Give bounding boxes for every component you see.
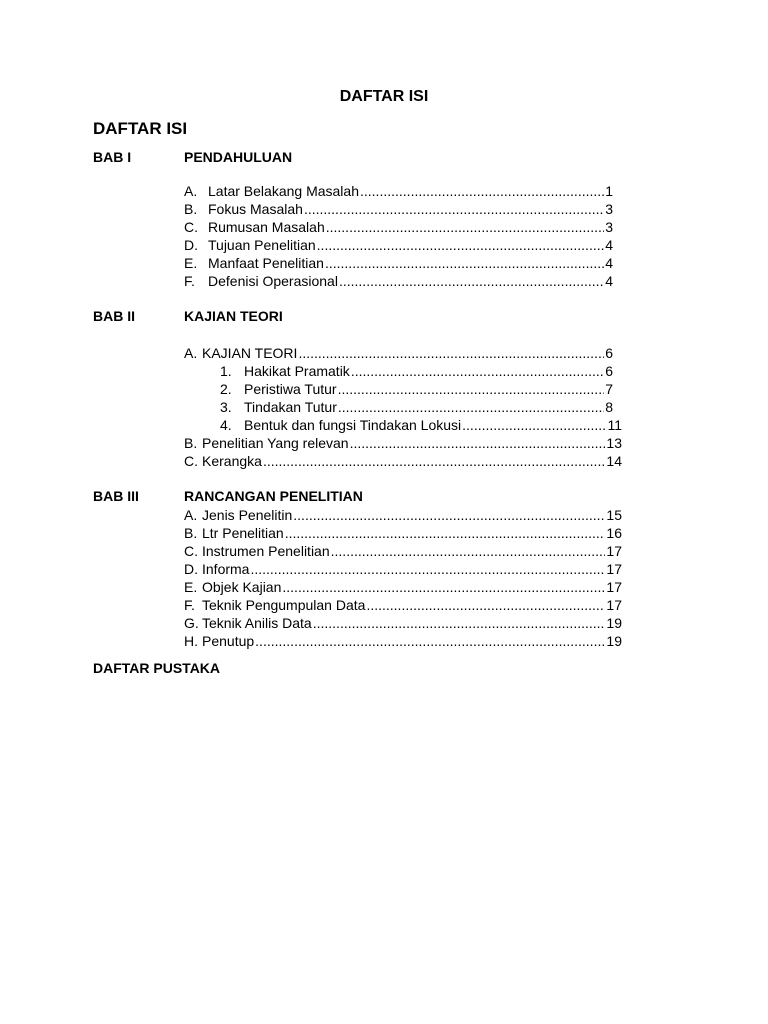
- entry-marker: E.: [184, 255, 198, 271]
- entry-page-number: 13: [606, 435, 622, 451]
- toc-entry: [184, 524, 622, 542]
- dot-leader: [338, 398, 604, 416]
- entry-page-number: 7: [605, 381, 613, 397]
- dot-leader: [325, 254, 604, 272]
- entry-text: Rumusan Masalah: [208, 219, 325, 235]
- entry-marker: B.: [184, 201, 198, 217]
- entry-page-number: 4: [605, 255, 613, 271]
- entry-text: Jenis Penelitin: [202, 507, 293, 523]
- dot-leader: [250, 560, 605, 578]
- entry-page-number: 4: [605, 273, 613, 289]
- entry-text: Peristiwa Tutur: [244, 381, 337, 397]
- dot-leader: [255, 632, 605, 650]
- entry-text: Informa: [202, 561, 250, 577]
- entry-page-number: 14: [606, 453, 622, 469]
- entry-text: Instrumen Penelitian: [202, 543, 330, 559]
- entry-marker: C.: [184, 453, 198, 469]
- entry-marker: 4.: [220, 417, 232, 433]
- toc-entry: [184, 272, 613, 290]
- entry-marker: 1.: [220, 363, 232, 379]
- dot-leader: [326, 218, 604, 236]
- entry-marker: H.: [184, 633, 198, 649]
- entry-text: Latar Belakang Masalah: [208, 183, 359, 199]
- toc-entry: [220, 398, 613, 416]
- dot-leader: [298, 344, 604, 362]
- toc-entry: [184, 578, 622, 596]
- toc-entry: [220, 416, 622, 434]
- entry-text: Fokus Masalah: [208, 201, 303, 217]
- entry-page-number: 15: [606, 507, 622, 523]
- dot-leader: [263, 452, 605, 470]
- dot-leader: [293, 506, 605, 524]
- dot-leader: [360, 182, 604, 200]
- section-heading: DAFTAR ISI: [93, 119, 188, 138]
- entry-marker: C.: [184, 543, 198, 559]
- entry-text: Objek Kajian: [202, 579, 282, 595]
- entry-marker: B.: [184, 525, 198, 541]
- entry-page-number: 3: [605, 219, 613, 235]
- entry-text: Bentuk dan fungsi Tindakan Lokusi: [244, 417, 462, 433]
- entry-page-number: 6: [605, 363, 613, 379]
- entry-marker: 2.: [220, 381, 232, 397]
- toc-entry: [184, 542, 622, 560]
- entry-text: Hakikat Pramatik: [244, 363, 350, 379]
- entry-marker: F.: [184, 273, 195, 289]
- entry-page-number: 17: [606, 579, 622, 595]
- dot-leader: [350, 434, 606, 452]
- entry-page-number: 19: [606, 615, 622, 631]
- chapter-title: RANCANGAN PENELITIAN: [184, 488, 363, 504]
- entry-text: KAJIAN TEORI: [202, 345, 298, 361]
- toc-entry: [220, 380, 613, 398]
- toc-entry: [184, 614, 622, 632]
- toc-entry: [184, 434, 622, 452]
- dot-leader: [462, 416, 606, 434]
- toc-entry: [184, 344, 613, 362]
- entry-page-number: 1: [605, 183, 613, 199]
- entry-page-number: 6: [605, 345, 613, 361]
- dot-leader: [331, 542, 606, 560]
- entry-text: Penutup: [202, 633, 255, 649]
- entry-text: Manfaat Penelitian: [208, 255, 324, 271]
- entry-text: Tujuan Penelitian: [208, 237, 316, 253]
- dot-leader: [282, 578, 605, 596]
- document-title: DAFTAR ISI: [339, 88, 429, 105]
- entry-page-number: 11: [607, 417, 622, 433]
- toc-entry: [184, 452, 622, 470]
- dot-leader: [366, 596, 605, 614]
- dot-leader: [317, 236, 605, 254]
- entry-marker: B.: [184, 435, 198, 451]
- entry-page-number: 17: [606, 543, 622, 559]
- dot-leader: [351, 362, 604, 380]
- chapter-title: KAJIAN TEORI: [184, 308, 283, 324]
- entry-text: Tindakan Tutur: [244, 399, 337, 415]
- entry-marker: A.: [184, 183, 198, 199]
- entry-text: Kerangka: [202, 453, 262, 469]
- toc-entry: [184, 596, 622, 614]
- entry-page-number: 16: [606, 525, 622, 541]
- toc-entry: [220, 362, 613, 380]
- dot-leader: [313, 614, 606, 632]
- toc-entry: [184, 506, 622, 524]
- entry-text: Defenisi Operasional: [208, 273, 338, 289]
- toc-entry: [184, 632, 622, 650]
- entry-text: Ltr Penelitian: [202, 525, 284, 541]
- entry-marker: E.: [184, 579, 198, 595]
- entry-text: Teknik Pengumpulan Data: [202, 597, 366, 613]
- entry-marker: C.: [184, 219, 198, 235]
- entry-page-number: 3: [605, 201, 613, 217]
- chapter-title: PENDAHULUAN: [184, 149, 293, 165]
- entry-page-number: 17: [606, 561, 622, 577]
- entry-text: Teknik Anilis Data: [202, 615, 312, 631]
- toc-entry: [184, 254, 613, 272]
- entry-text: Penelitian Yang relevan: [202, 435, 349, 451]
- entry-marker: A.: [184, 507, 198, 523]
- chapter-number: BAB II: [93, 308, 135, 324]
- dot-leader: [285, 524, 606, 542]
- entry-marker: D.: [184, 237, 198, 253]
- toc-entry: [184, 218, 613, 236]
- toc-entry: [184, 200, 613, 218]
- entry-marker: D.: [184, 561, 198, 577]
- dot-leader: [304, 200, 604, 218]
- bibliography-heading: DAFTAR PUSTAKA: [93, 660, 221, 676]
- entry-page-number: 4: [605, 237, 613, 253]
- entry-page-number: 8: [605, 399, 613, 415]
- entry-marker: G.: [184, 615, 199, 631]
- entry-page-number: 19: [606, 633, 622, 649]
- toc-entry: [184, 560, 622, 578]
- dot-leader: [339, 272, 604, 290]
- chapter-number: BAB I: [93, 149, 132, 165]
- entry-marker: F.: [184, 597, 195, 613]
- toc-entry: [184, 236, 613, 254]
- entry-page-number: 17: [606, 597, 622, 613]
- dot-leader: [338, 380, 605, 398]
- entry-marker: 3.: [220, 399, 232, 415]
- chapter-number: BAB III: [93, 488, 139, 504]
- entry-marker: A.: [184, 345, 198, 361]
- toc-entry: [184, 182, 613, 200]
